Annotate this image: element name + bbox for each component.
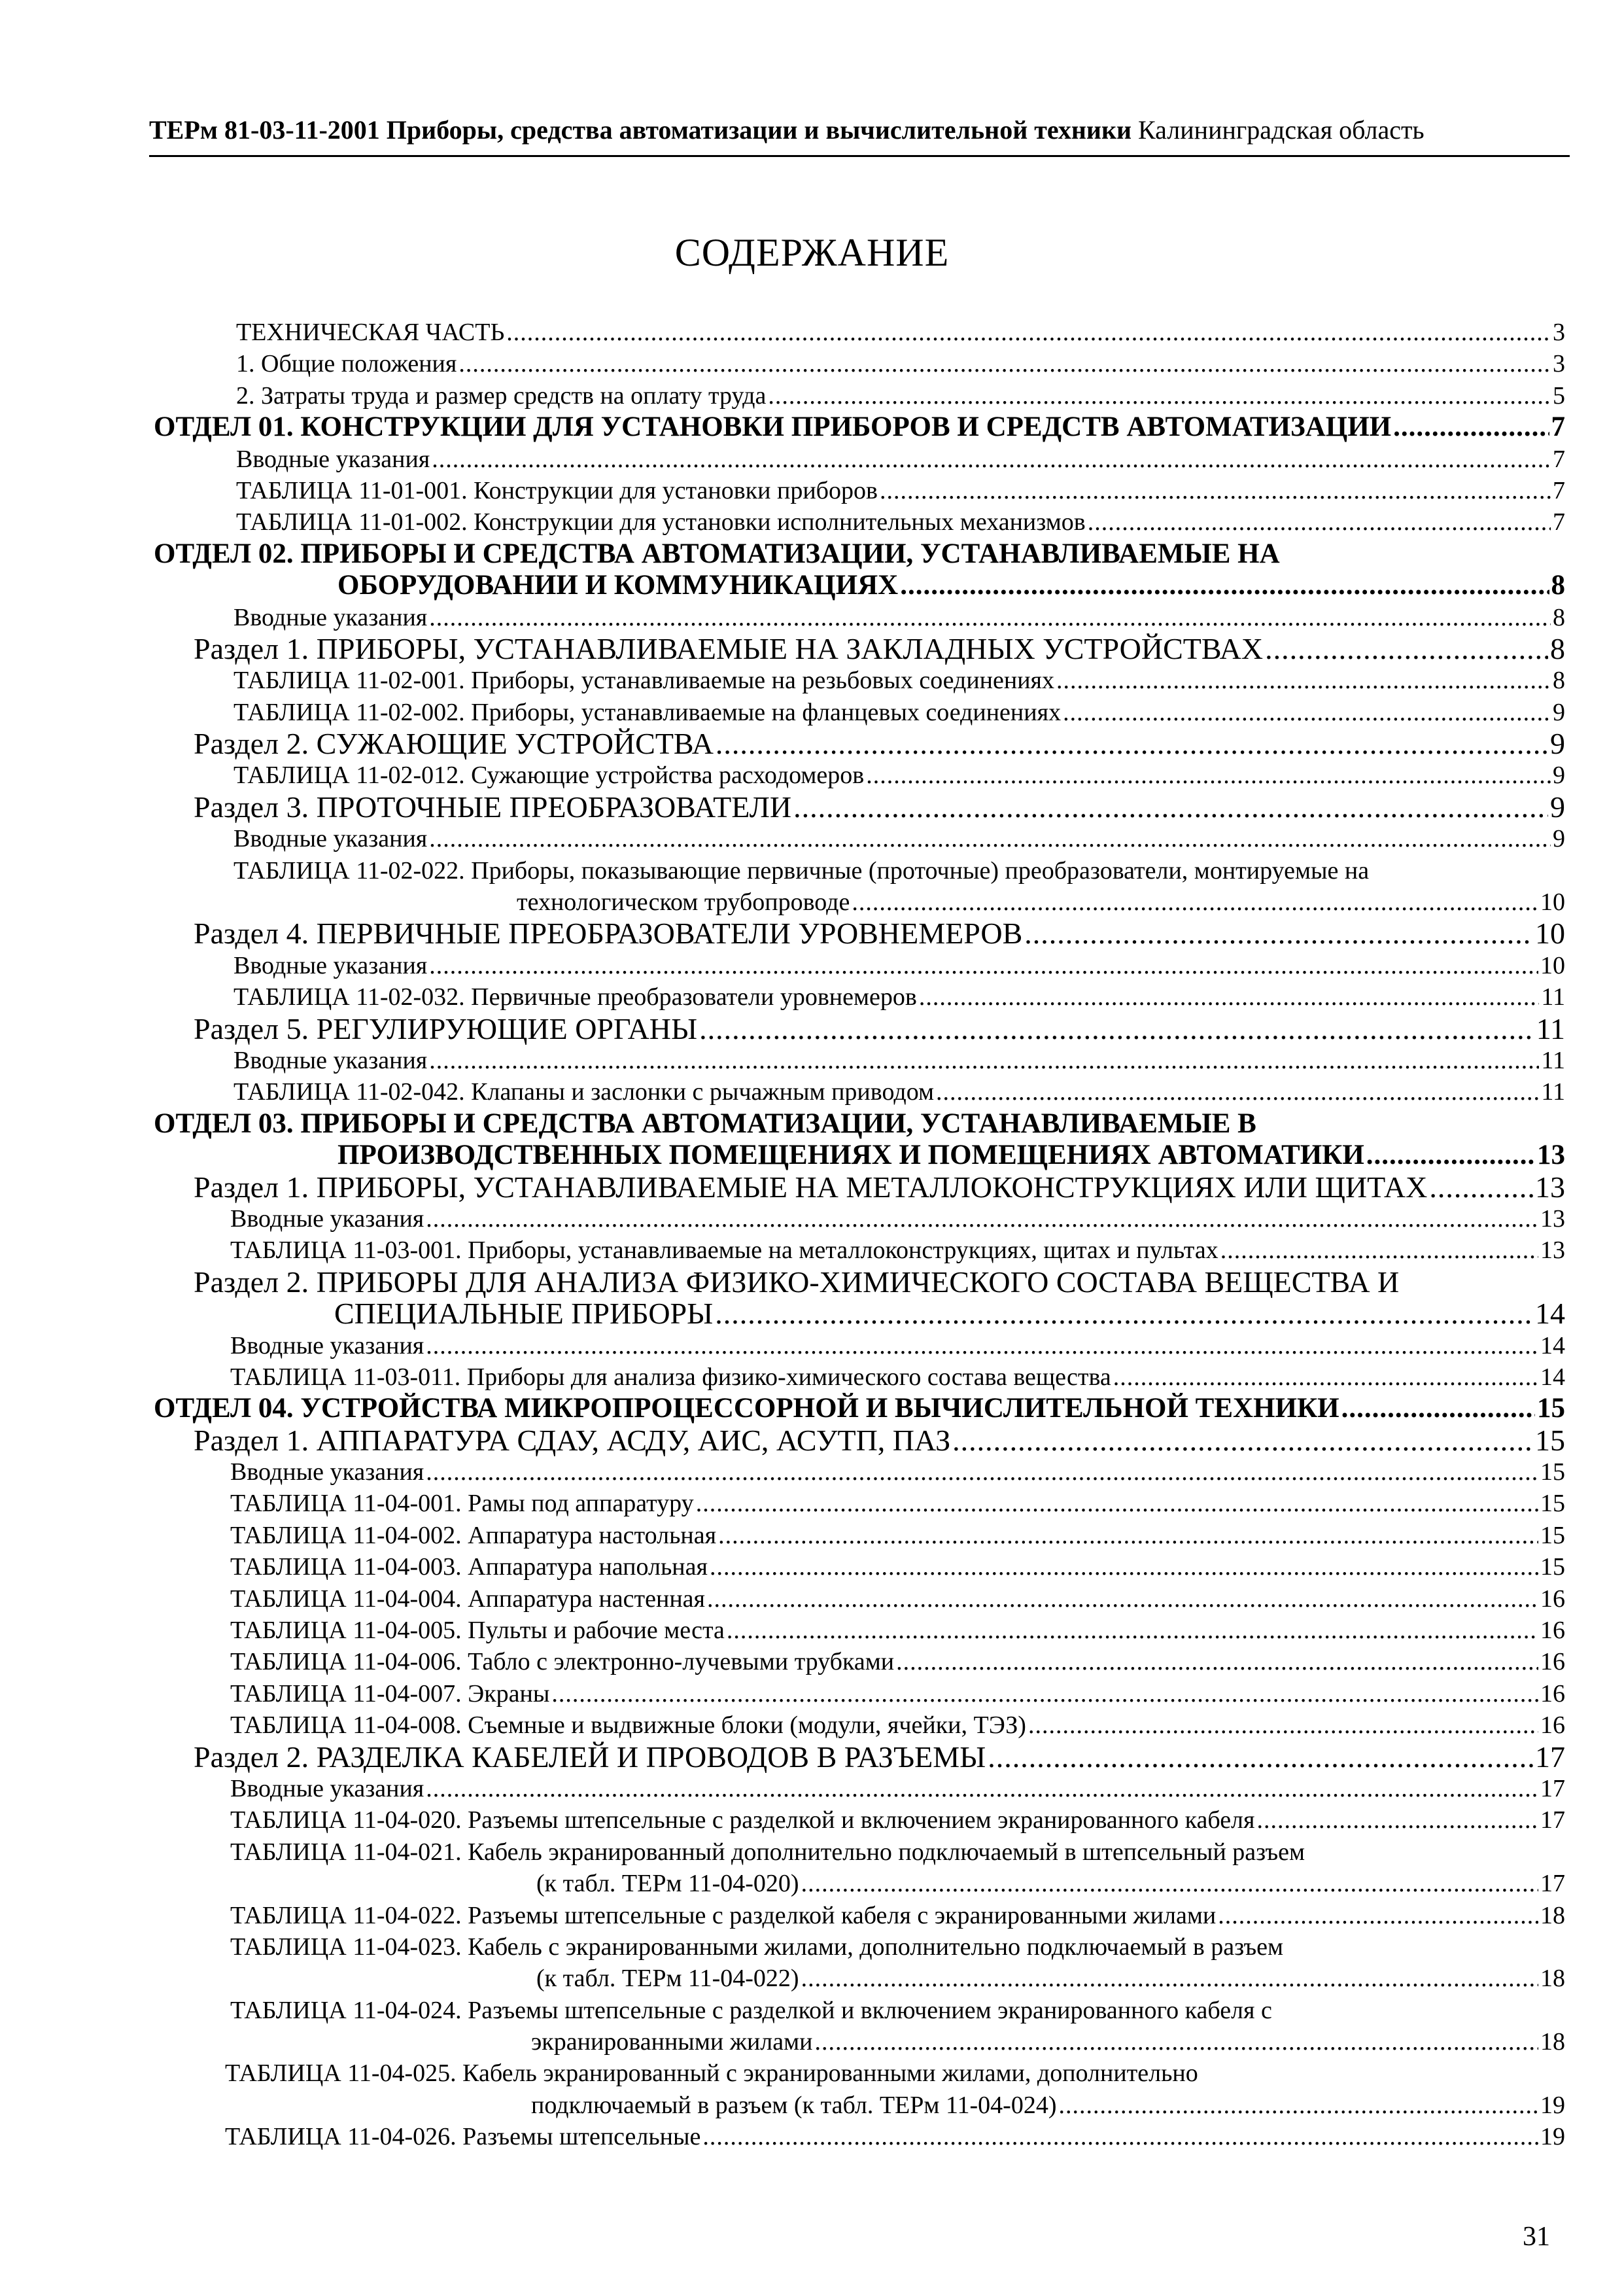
toc-entry[interactable] bbox=[0, 1140, 1565, 1171]
toc-entry-title: ТАБЛИЦА 11-02-022. Приборы, показывающие первичные (проточные) преобразователи, монтируемые на bbox=[233, 856, 1370, 885]
toc-entry[interactable] bbox=[0, 1108, 1565, 1140]
toc-entry-page: 7 bbox=[1553, 445, 1565, 473]
toc-entry-page: 5 bbox=[1553, 381, 1565, 410]
toc-entry[interactable] bbox=[0, 1520, 1565, 1551]
toc-entry-title: ТАБЛИЦА 11-03-011. Приборы для анализа физико-химического состава вещества bbox=[230, 1363, 1111, 1391]
toc-dot-leader bbox=[506, 317, 1551, 348]
toc-entry[interactable] bbox=[0, 728, 1565, 760]
toc-entry[interactable] bbox=[0, 665, 1565, 696]
toc-entry-page: 17 bbox=[1540, 1774, 1565, 1802]
header-document-code: ТЕРм 81-03-11-2001 Приборы, средства автоматизации и вычислительной техники bbox=[149, 115, 1132, 145]
toc-entry-title: Раздел 4. ПЕРВИЧНЫЕ ПРЕОБРАЗОВАТЕЛИ УРОВНЕМЕРОВ bbox=[194, 918, 1023, 950]
toc-entry-page: 15 bbox=[1540, 1521, 1565, 1549]
toc-entry-page: 19 bbox=[1540, 2091, 1565, 2119]
toc-dot-leader bbox=[426, 1330, 1538, 1361]
toc-entry[interactable] bbox=[0, 1172, 1565, 1203]
toc-entry-page: 17 bbox=[1540, 1806, 1565, 1834]
toc-entry[interactable] bbox=[0, 1267, 1565, 1298]
toc-entry[interactable] bbox=[0, 1995, 1565, 2026]
toc-dot-leader bbox=[1257, 1804, 1539, 1836]
toc-entry-title: (к табл. ТЕРм 11-04-022) bbox=[536, 1965, 799, 1993]
toc-entry-title: ТАБЛИЦА 11-02-032. Первичные преобразователи уровнемеров bbox=[233, 983, 917, 1011]
toc-entry[interactable] bbox=[0, 1488, 1565, 1519]
toc-entry-title: СПЕЦИАЛЬНЫЕ ПРИБОРЫ bbox=[334, 1298, 714, 1330]
header-region: Калининградская область bbox=[1138, 115, 1425, 145]
toc-entry[interactable] bbox=[0, 570, 1565, 601]
toc-entry[interactable] bbox=[0, 2026, 1565, 2058]
toc-entry[interactable] bbox=[0, 380, 1565, 412]
toc-dot-leader bbox=[429, 602, 1551, 633]
toc-entry-page: 8 bbox=[1551, 570, 1565, 601]
toc-entry-title: ТАБЛИЦА 11-02-012. Сужающие устройства расходомеров bbox=[233, 762, 865, 790]
toc-entry[interactable] bbox=[0, 1203, 1565, 1235]
toc-entry[interactable] bbox=[0, 1773, 1565, 1804]
toc-dot-leader bbox=[1088, 506, 1551, 538]
toc-entry[interactable] bbox=[0, 855, 1565, 886]
toc-dot-leader bbox=[1028, 1709, 1538, 1741]
toc-entry-page: 13 bbox=[1537, 1140, 1565, 1171]
toc-entry[interactable] bbox=[0, 1646, 1565, 1677]
toc-dot-leader bbox=[1063, 697, 1551, 728]
toc-entry-page: 8 bbox=[1553, 667, 1565, 695]
toc-entry-page: 8 bbox=[1550, 633, 1565, 665]
toc-entry-page: 16 bbox=[1540, 1617, 1565, 1645]
toc-dot-leader bbox=[716, 728, 1548, 760]
toc-dot-leader bbox=[815, 2026, 1538, 2058]
toc-entry-page: 16 bbox=[1540, 1648, 1565, 1676]
toc-entry[interactable] bbox=[0, 633, 1565, 665]
toc-entry-page: 13 bbox=[1535, 1171, 1565, 1203]
toc-entry[interactable] bbox=[0, 950, 1565, 981]
toc-entry-title: ОБОРУДОВАНИИ И КОММУНИКАЦИЯХ bbox=[337, 570, 899, 601]
toc-dot-leader bbox=[1113, 1361, 1538, 1393]
toc-entry[interactable] bbox=[0, 1963, 1565, 1994]
running-header bbox=[149, 114, 1570, 157]
toc-entry-title: Вводные указания bbox=[233, 1046, 428, 1074]
toc-entry-page: 16 bbox=[1540, 1711, 1565, 1740]
toc-dot-leader bbox=[801, 1963, 1538, 1994]
toc-entry-title: Раздел 2. РАЗДЕЛКА КАБЕЛЕЙ И ПРОВОДОВ В РАЗЪЕМЫ bbox=[194, 1741, 986, 1773]
toc-entry[interactable] bbox=[0, 1013, 1565, 1045]
toc-entry-title: Раздел 2. СУЖАЮЩИЕ УСТРОЙСТВА bbox=[194, 728, 714, 760]
toc-entry-title: ТЕХНИЧЕСКАЯ ЧАСТЬ bbox=[236, 319, 505, 346]
toc-entry-title: ТАБЛИЦА 11-04-023. Кабель с экранированными жилами, дополнительно подключаемый в разъем bbox=[230, 1933, 1284, 1961]
toc-dot-leader bbox=[710, 1551, 1538, 1583]
toc-entry[interactable] bbox=[0, 1868, 1565, 1899]
toc-dot-leader bbox=[702, 2121, 1538, 2152]
toc-entry[interactable] bbox=[0, 697, 1565, 728]
toc-entry-title: ТАБЛИЦА 11-04-026. Разъемы штепсельные bbox=[225, 2123, 701, 2151]
toc-entry-page: 16 bbox=[1540, 1585, 1565, 1613]
toc-entry-title: ТАБЛИЦА 11-04-005. Пульты и рабочие места bbox=[230, 1617, 725, 1645]
toc-entry[interactable] bbox=[0, 1804, 1565, 1836]
toc-entry-page: 10 bbox=[1540, 888, 1565, 917]
toc-entry-title: ТАБЛИЦА 11-03-001. Приборы, устанавливаемые на металлоконструкциях, щитах и пультах bbox=[230, 1236, 1218, 1265]
toc-entry-page: 13 bbox=[1540, 1204, 1565, 1233]
toc-entry[interactable] bbox=[0, 1361, 1565, 1393]
toc-dot-leader bbox=[426, 1456, 1538, 1488]
toc-dot-leader bbox=[426, 1773, 1538, 1804]
toc-dot-leader bbox=[1366, 1140, 1535, 1171]
toc-entry-page: 3 bbox=[1553, 350, 1565, 378]
toc-entry-title: Раздел 2. ПРИБОРЫ ДЛЯ АНАЛИЗА ФИЗИКО-ХИМИЧЕСКОГО СОСТАВА ВЕЩЕСТВА И bbox=[194, 1266, 1400, 1299]
toc-dot-leader bbox=[936, 1076, 1539, 1108]
toc-entry-page: 14 bbox=[1540, 1331, 1565, 1359]
toc-entry[interactable] bbox=[0, 412, 1565, 443]
toc-dot-leader bbox=[1059, 2090, 1539, 2121]
toc-entry-title: ТАБЛИЦА 11-01-001. Конструкции для установки приборов bbox=[236, 476, 878, 504]
toc-entry-page: 15 bbox=[1537, 1393, 1565, 1424]
toc-entry-title: ТАБЛИЦА 11-04-025. Кабель экранированный с экранированными жилами, дополнительно bbox=[225, 2059, 1198, 2088]
toc-entry-page: 13 bbox=[1540, 1236, 1565, 1265]
toc-entry-title: (к табл. ТЕРм 11-04-020) bbox=[536, 1870, 799, 1898]
toc-dot-leader bbox=[727, 1615, 1538, 1646]
toc-entry[interactable] bbox=[0, 1678, 1565, 1709]
toc-entry[interactable] bbox=[0, 2121, 1565, 2152]
toc-entry[interactable] bbox=[0, 1456, 1565, 1488]
toc-entry-title: ТАБЛИЦА 11-04-008. Съемные и выдвижные блоки (модули, ячейки, ТЭЗ) bbox=[230, 1711, 1026, 1740]
toc-entry-page: 15 bbox=[1540, 1553, 1565, 1581]
toc-entry-title: ТАБЛИЦА 11-01-002. Конструкции для установки исполнительных механизмов bbox=[236, 508, 1086, 536]
toc-entry-page: 19 bbox=[1540, 2123, 1565, 2151]
toc-entry-title: ТАБЛИЦА 11-04-001. Рамы под аппаратуру bbox=[230, 1490, 694, 1518]
toc-entry-title: Вводные указания bbox=[233, 951, 428, 979]
toc-entry-title: ТАБЛИЦА 11-04-022. Разъемы штепсельные с разделкой кабеля с экранированными жилами bbox=[230, 1901, 1217, 1929]
toc-entry[interactable] bbox=[0, 1076, 1565, 1108]
toc-entry[interactable] bbox=[0, 538, 1565, 570]
toc-dot-leader bbox=[707, 1583, 1538, 1615]
toc-entry[interactable] bbox=[0, 506, 1565, 538]
toc-entry-page: 15 bbox=[1540, 1490, 1565, 1518]
toc-entry[interactable] bbox=[0, 1900, 1565, 1931]
toc-entry[interactable] bbox=[0, 602, 1565, 633]
toc-entry-title: Вводные указания bbox=[230, 1331, 424, 1359]
toc-entry[interactable] bbox=[0, 1615, 1565, 1646]
toc-entry-page: 10 bbox=[1535, 918, 1565, 950]
page-title: СОДЕРЖАНИЕ bbox=[674, 231, 950, 274]
toc-entry-page: 11 bbox=[1541, 1046, 1565, 1074]
toc-dot-leader bbox=[988, 1742, 1533, 1773]
toc-entry-page: 16 bbox=[1540, 1679, 1565, 1708]
toc-entry[interactable] bbox=[0, 1709, 1565, 1741]
toc-entry[interactable] bbox=[0, 1931, 1565, 1963]
toc-entry-title: ПРОИЗВОДСТВЕННЫХ ПОМЕЩЕНИЯХ И ПОМЕЩЕНИЯХ АВТОМАТИКИ bbox=[337, 1140, 1364, 1171]
toc-entry-page: 18 bbox=[1540, 1901, 1565, 1929]
toc-entry-page: 7 bbox=[1553, 508, 1565, 536]
toc-entry-title: ТАБЛИЦА 11-04-003. Аппаратура напольная bbox=[230, 1553, 708, 1581]
toc-entry[interactable] bbox=[0, 475, 1565, 506]
page-number: 31 bbox=[1523, 2222, 1550, 2252]
toc-dot-leader bbox=[429, 823, 1551, 854]
toc-dot-leader bbox=[1393, 412, 1549, 443]
toc-entry[interactable] bbox=[0, 1583, 1565, 1615]
toc-entry-page: 15 bbox=[1535, 1424, 1565, 1457]
toc-entry-page: 17 bbox=[1540, 1870, 1565, 1898]
table-of-contents bbox=[0, 317, 1624, 2153]
toc-dot-leader bbox=[696, 1488, 1538, 1519]
toc-entry-title: технологическом трубопроводе bbox=[517, 888, 850, 917]
toc-entry[interactable] bbox=[0, 1551, 1565, 1583]
toc-entry[interactable] bbox=[0, 918, 1565, 949]
toc-entry-page: 7 bbox=[1551, 412, 1565, 443]
toc-entry[interactable] bbox=[0, 1393, 1565, 1424]
toc-entry-title: экранированными жилами bbox=[531, 2028, 813, 2056]
toc-entry-title: ОТДЕЛ 01. КОНСТРУКЦИИ ДЛЯ УСТАНОВКИ ПРИБОРОВ И СРЕДСТВ АВТОМАТИЗАЦИИ bbox=[154, 412, 1392, 443]
toc-entry[interactable] bbox=[0, 2058, 1565, 2089]
toc-entry[interactable] bbox=[0, 1330, 1565, 1361]
toc-dot-leader bbox=[426, 1203, 1538, 1235]
toc-entry-title: Вводные указания bbox=[230, 1774, 424, 1802]
toc-entry-title: Вводные указания bbox=[230, 1204, 424, 1233]
toc-entry[interactable] bbox=[0, 823, 1565, 854]
toc-entry-page: 18 bbox=[1540, 2028, 1565, 2056]
toc-dot-leader bbox=[768, 380, 1551, 412]
toc-entry-title: ТАБЛИЦА 11-02-042. Клапаны и заслонки с рычажным приводом bbox=[233, 1078, 935, 1106]
toc-entry[interactable] bbox=[0, 317, 1565, 348]
toc-entry-page: 14 bbox=[1535, 1298, 1565, 1330]
toc-entry-page: 9 bbox=[1550, 791, 1565, 824]
toc-entry[interactable] bbox=[0, 792, 1565, 823]
toc-dot-leader bbox=[1220, 1235, 1538, 1266]
toc-entry-title: ОТДЕЛ 02. ПРИБОРЫ И СРЕДСТВА АВТОМАТИЗАЦИИ, УСТАНАВЛИВАЕМЫЕ НА bbox=[154, 538, 1280, 569]
toc-entry-page: 18 bbox=[1540, 1965, 1565, 1993]
toc-entry-page: 11 bbox=[1541, 983, 1565, 1011]
toc-dot-leader bbox=[880, 475, 1551, 506]
toc-entry-title: 1. Общие положения bbox=[236, 350, 457, 378]
toc-dot-leader bbox=[1056, 665, 1551, 696]
toc-entry[interactable] bbox=[0, 1742, 1565, 1773]
toc-entry-title: Вводные указания bbox=[233, 825, 428, 853]
toc-entry-title: ОТДЕЛ 04. УСТРОЙСТВА МИКРОПРОЦЕССОРНОЙ И ВЫЧИСЛИТЕЛЬНОЙ ТЕХНИКИ bbox=[154, 1393, 1339, 1424]
toc-entry[interactable] bbox=[0, 2090, 1565, 2121]
toc-entry-title: 2. Затраты труда и размер средств на оплату труда bbox=[236, 381, 767, 410]
toc-entry-page: 9 bbox=[1550, 728, 1565, 760]
toc-dot-leader bbox=[429, 1045, 1539, 1076]
toc-dot-leader bbox=[432, 444, 1551, 475]
toc-entry-title: ОТДЕЛ 03. ПРИБОРЫ И СРЕДСТВА АВТОМАТИЗАЦИИ, УСТАНАВЛИВАЕМЫЕ В bbox=[154, 1108, 1256, 1139]
toc-dot-leader bbox=[1429, 1172, 1533, 1203]
toc-dot-leader bbox=[1218, 1900, 1538, 1931]
toc-entry[interactable] bbox=[0, 1045, 1565, 1076]
toc-entry-title: ТАБЛИЦА 11-04-020. Разъемы штепсельные с разделкой и включением экранированного кабеля bbox=[230, 1806, 1255, 1834]
toc-entry-title: Вводные указания bbox=[233, 603, 428, 631]
toc-dot-leader bbox=[801, 1868, 1538, 1899]
toc-entry[interactable] bbox=[0, 886, 1565, 918]
toc-entry-page: 10 bbox=[1540, 951, 1565, 979]
toc-entry-page: 9 bbox=[1553, 762, 1565, 790]
toc-entry-title: Раздел 1. ПРИБОРЫ, УСТАНАВЛИВАЕМЫЕ НА ЗАКЛАДНЫХ УСТРОЙСТВАХ bbox=[194, 633, 1264, 665]
toc-dot-leader bbox=[699, 1013, 1534, 1045]
toc-entry-title: Раздел 1. АППАРАТУРА СДАУ, АСДУ, АИС, АСУТП, ПАЗ bbox=[194, 1424, 951, 1457]
toc-dot-leader bbox=[852, 886, 1538, 918]
toc-entry-title: ТАБЛИЦА 11-04-007. Экраны bbox=[230, 1679, 550, 1708]
toc-entry-title: ТАБЛИЦА 11-04-024. Разъемы штепсельные с разделкой и включением экранированного кабеля с bbox=[230, 1996, 1272, 2024]
toc-dot-leader bbox=[1265, 633, 1548, 665]
toc-dot-leader bbox=[919, 981, 1540, 1013]
toc-entry-title: Раздел 5. РЕГУЛИРУЮЩИЕ ОРГАНЫ bbox=[194, 1013, 698, 1045]
toc-entry-title: подключаемый в разъем (к табл. ТЕРм 11-04-024) bbox=[531, 2091, 1057, 2119]
toc-dot-leader bbox=[1341, 1393, 1535, 1424]
toc-dot-leader bbox=[715, 1298, 1533, 1329]
toc-entry-title: Вводные указания bbox=[236, 445, 430, 473]
toc-entry-title: ТАБЛИЦА 11-04-002. Аппаратура настольная bbox=[230, 1521, 717, 1549]
toc-dot-leader bbox=[718, 1520, 1538, 1551]
toc-dot-leader bbox=[896, 1646, 1538, 1677]
toc-dot-leader bbox=[900, 570, 1549, 601]
toc-dot-leader bbox=[952, 1425, 1533, 1456]
toc-entry-page: 9 bbox=[1553, 825, 1565, 853]
toc-entry-title: ТАБЛИЦА 11-02-001. Приборы, устанавливаемые на резьбовых соединениях bbox=[233, 667, 1055, 695]
toc-entry-page: 17 bbox=[1535, 1741, 1565, 1773]
toc-entry-page: 14 bbox=[1540, 1363, 1565, 1391]
toc-entry-page: 11 bbox=[1541, 1078, 1565, 1106]
toc-entry-title: ТАБЛИЦА 11-02-002. Приборы, устанавливаемые на фланцевых соединениях bbox=[233, 698, 1062, 726]
toc-dot-leader bbox=[458, 348, 1551, 379]
toc-entry[interactable] bbox=[0, 1298, 1565, 1329]
toc-dot-leader bbox=[429, 950, 1538, 981]
toc-entry[interactable] bbox=[0, 760, 1565, 791]
toc-dot-leader bbox=[551, 1678, 1538, 1709]
toc-entry-page: 11 bbox=[1536, 1013, 1565, 1045]
toc-entry-page: 8 bbox=[1553, 603, 1565, 631]
toc-entry-page: 7 bbox=[1553, 476, 1565, 504]
toc-entry[interactable] bbox=[0, 1425, 1565, 1456]
toc-dot-leader bbox=[1024, 918, 1533, 949]
toc-entry[interactable] bbox=[0, 348, 1565, 379]
toc-entry-title: ТАБЛИЦА 11-04-004. Аппаратура настенная bbox=[230, 1585, 706, 1613]
toc-entry-title: Раздел 1. ПРИБОРЫ, УСТАНАВЛИВАЕМЫЕ НА МЕТАЛЛОКОНСТРУКЦИЯХ ИЛИ ЩИТАХ bbox=[194, 1171, 1428, 1203]
toc-entry-title: Вводные указания bbox=[230, 1458, 424, 1486]
toc-entry-title: Раздел 3. ПРОТОЧНЫЕ ПРЕОБРАЗОВАТЕЛИ bbox=[194, 791, 792, 824]
toc-entry[interactable] bbox=[0, 444, 1565, 475]
toc-dot-leader bbox=[793, 792, 1548, 823]
toc-entry-title: ТАБЛИЦА 11-04-006. Табло с электронно-лучевыми трубками bbox=[230, 1648, 895, 1676]
toc-dot-leader bbox=[866, 760, 1551, 791]
toc-entry[interactable] bbox=[0, 981, 1565, 1013]
toc-entry-page: 9 bbox=[1553, 698, 1565, 726]
toc-entry[interactable] bbox=[0, 1235, 1565, 1266]
toc-entry-title: ТАБЛИЦА 11-04-021. Кабель экранированный дополнительно подключаемый в штепсельный разъем bbox=[230, 1838, 1305, 1866]
toc-entry-page: 15 bbox=[1540, 1458, 1565, 1486]
toc-entry-page: 3 bbox=[1553, 319, 1565, 346]
toc-entry[interactable] bbox=[0, 1836, 1565, 1868]
